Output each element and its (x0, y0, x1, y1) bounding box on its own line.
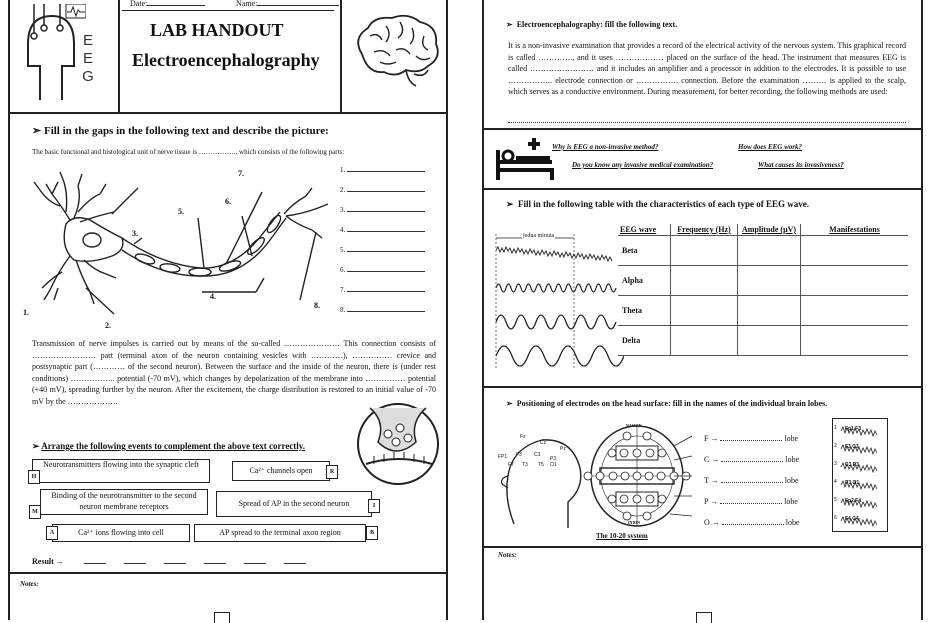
wave-name: Delta (618, 326, 671, 356)
arrow-bullet-icon: ➢ (506, 20, 517, 29)
side-head-illustration (494, 428, 586, 538)
neuron-label-4: 4. (210, 292, 216, 301)
table-cell[interactable] (801, 266, 909, 296)
electrode-map-10-20 (582, 422, 692, 530)
table-cell[interactable] (671, 266, 738, 296)
handout-subtitle: Electroencephalography (132, 50, 320, 70)
wave-name: Beta (618, 236, 671, 266)
neuron-label-1: 1. (23, 308, 29, 317)
lobe-line-f[interactable]: F → lobe (704, 434, 799, 443)
neuron-diagram (30, 160, 350, 330)
table-cell[interactable] (801, 326, 909, 356)
brain-icon (350, 12, 442, 88)
svg-text:O1: O1 (550, 462, 557, 468)
answer-line[interactable]: 6. (340, 260, 425, 280)
neuron-label-5: 5. (178, 207, 184, 216)
trace-numbers: 1 2 3 4 5 6 (834, 425, 837, 521)
right-notes-label: Notes: (498, 551, 517, 559)
neuron-label-7: 7. (238, 169, 244, 178)
right-section3-heading: ➢ Positioning of electrodes on the head surface: fill in the names of the individual brain lobes. (506, 399, 828, 408)
lobe-line-p[interactable]: P → lobe (704, 497, 798, 506)
section2-heading: ➢ Arrange the following events to complement the above text correctly. (32, 441, 306, 451)
methods-line[interactable] (508, 122, 906, 123)
neuron-label-6: 6. (225, 197, 231, 206)
theta-wave (496, 315, 616, 329)
eeg-waves-illustration (494, 230, 624, 370)
arrow-bullet-icon: ➢ (32, 441, 42, 451)
answer-line[interactable]: 4. (340, 220, 425, 240)
svg-text:T5: T5 (538, 462, 544, 468)
result-blank[interactable] (284, 563, 306, 564)
svg-text:Pz: Pz (560, 446, 566, 452)
svg-text:Cz: Cz (540, 440, 547, 446)
right-handout-page (482, 0, 923, 620)
date-field[interactable] (130, 0, 205, 9)
event-box-r[interactable]: Ca²⁺ channels open (232, 461, 330, 481)
svg-text:Fz: Fz (520, 434, 526, 440)
table-cell[interactable] (671, 236, 738, 266)
eeg-wave-table (618, 224, 908, 356)
event-box-a[interactable]: Ca²⁺ ions flowing into cell (52, 524, 190, 542)
table-row (618, 266, 908, 296)
answer-line[interactable]: 2. (340, 180, 425, 200)
svg-text:C3: C3 (534, 452, 541, 458)
synapse-paragraph: Transmission of nerve impulses is carried out by means of the so-called ………………… This connection consists of …………………… part (terminal axon of the neuron containing vesicles with …………), …………… crevice and postsynaptic part (………… of the second neuron). Between the surface and the inside of the neuron, there is (under rest conditions) …………….. potential (-70 mV), which changes by depolarization of the membrane into …………… potential (+40 mV), spreading further by the neuron. After the excitement, the charge distribution is restored to an initial value of -70 mV by the ………………. (32, 339, 436, 406)
answer-line[interactable]: 7. (340, 280, 425, 300)
left-handout-page (8, 0, 448, 620)
table-row (618, 236, 908, 266)
result-row (32, 556, 306, 567)
result-blank[interactable] (164, 563, 186, 564)
section1-heading: ➢ Fill in the gaps in the following text and describe the picture: (32, 125, 329, 137)
neuron-label-2: 2. (105, 321, 111, 330)
wave-name: Theta (618, 296, 671, 326)
table-row (618, 296, 908, 326)
event-letter-b: B (366, 526, 378, 540)
patient-bed-icon (494, 136, 556, 182)
table-cell[interactable] (801, 236, 909, 266)
lobe-list (704, 428, 800, 533)
neuron-label-8: 8. (314, 301, 320, 310)
event-letter-a: A (46, 526, 58, 540)
lobe-line-t[interactable]: T → lobe (704, 476, 799, 485)
handout-title: LAB HANDOUT (150, 20, 284, 40)
event-box-h[interactable]: Neurotransmitters flowing into the synaptic cleft (32, 459, 210, 483)
svg-text:FP1: FP1 (498, 454, 508, 460)
arrow-bullet-icon: ➢ (506, 199, 519, 209)
beta-wave (496, 247, 612, 261)
svg-text:F7: F7 (508, 462, 514, 468)
table-cell[interactable] (671, 296, 738, 326)
eeg-trace-strip (832, 418, 888, 532)
svg-text:T3: T3 (522, 462, 528, 468)
table-cell[interactable] (738, 296, 801, 326)
event-box-i[interactable]: Spread of AP in the second neuron (216, 491, 372, 517)
neuron-label-3: 3. (132, 229, 138, 238)
side-letter-e2: E (82, 50, 93, 67)
table-row (618, 326, 908, 356)
table-cell[interactable] (738, 266, 801, 296)
result-blank[interactable] (84, 563, 106, 564)
svg-text:P3: P3 (550, 456, 557, 462)
answer-line[interactable]: 5. (340, 240, 425, 260)
side-letter-g: G (82, 68, 94, 85)
name-field[interactable] (236, 0, 339, 9)
answer-lines (340, 160, 425, 320)
arrow-bullet-icon: ➢ (32, 125, 44, 137)
result-blank[interactable] (244, 563, 266, 564)
ten-twenty-caption: The 10-20 system (596, 532, 648, 540)
trace-labels: Fp1 F3 F3 C3 C3 P3 P3 O1 Fp2 F4 F4 C4 (845, 426, 862, 522)
result-label: Result → (32, 557, 64, 566)
col-eeg-wave: EEG wave (618, 224, 671, 236)
inion-label: INION (628, 520, 641, 525)
question-4: What causes its invasiveness? (758, 161, 844, 169)
side-letter-e1: E (82, 32, 93, 49)
page-number-box (214, 612, 230, 623)
table-cell[interactable] (801, 296, 909, 326)
synapse-illustration (356, 402, 440, 486)
event-letter-m: M (29, 505, 41, 519)
wave-name: Alpha (618, 266, 671, 296)
question-2: How does EEG work? (738, 143, 802, 151)
nasion-label: NASION (626, 423, 642, 428)
page-number-box (696, 612, 712, 623)
col-amplitude: Amplitude (μV) (738, 224, 801, 236)
col-manifestations: Manifestations (801, 224, 909, 236)
svg-text:F3: F3 (516, 452, 522, 458)
event-box-m[interactable]: Binding of the neurotransmitter to the second neuron membrane receptors (40, 489, 208, 515)
answer-line[interactable]: 1. (340, 160, 425, 180)
eeg-logo-box (10, 0, 120, 114)
arrow-bullet-icon: ➢ (506, 399, 517, 408)
result-blank[interactable] (204, 563, 226, 564)
eeg-head-icon (16, 4, 86, 104)
answer-line[interactable]: 3. (340, 200, 425, 220)
question-3: Do you know any invasive medical examination? (572, 161, 714, 169)
question-1: Why is EEG a non-invasive method? (552, 143, 659, 151)
result-blank[interactable] (124, 563, 146, 564)
table-cell[interactable] (738, 236, 801, 266)
col-frequency: Frequency (Hz) (671, 224, 738, 236)
event-letter-r: R (326, 465, 338, 479)
event-box-b[interactable]: AP spread to the terminal axon region (194, 524, 366, 542)
delta-wave (496, 346, 624, 366)
lobe-line-c[interactable]: C → lobe (704, 455, 800, 464)
event-letter-i: I (368, 499, 380, 513)
table-cell[interactable] (738, 326, 801, 356)
date-label: Date: (130, 0, 148, 8)
event-letter-h: H (28, 470, 40, 484)
alpha-wave (496, 284, 616, 292)
right-section2-heading: ➢ Fill in the following table with the characteristics of each type of EEG wave. (506, 199, 810, 209)
lobe-line-o[interactable]: O → lobe (704, 518, 800, 527)
right-section1-heading: ➢ Electroencephalography: fill the following text. (506, 20, 678, 29)
eeg-paragraph: It is a non-invasive examination that provides a record of the electrical activity of the nervous system. This graphical record is called …………., and it uses ……………… placed on the surface of the head. The instrument that measures EEG is called …………………… and it includes an amplifier and a processor in addition to the electrodes. It is possible to use …………….. electrode connection or ……………. connection. Before the examination ……… is applied to the scalp, which serves as a conductive environment. During measurement, for better recording, the following methods are used: (508, 41, 906, 97)
answer-line[interactable]: 8. (340, 300, 425, 320)
table-header-row (618, 224, 908, 236)
left-notes-label: Notes: (20, 580, 39, 588)
brain-box (340, 0, 448, 112)
name-label: Name: (236, 0, 258, 8)
time-scale-label: jedna minuta (523, 233, 555, 239)
table-cell[interactable] (671, 326, 738, 356)
section1-intro: The basic functional and histological unit of nerve tissue is ……………., which consists of the following parts: (32, 148, 345, 156)
